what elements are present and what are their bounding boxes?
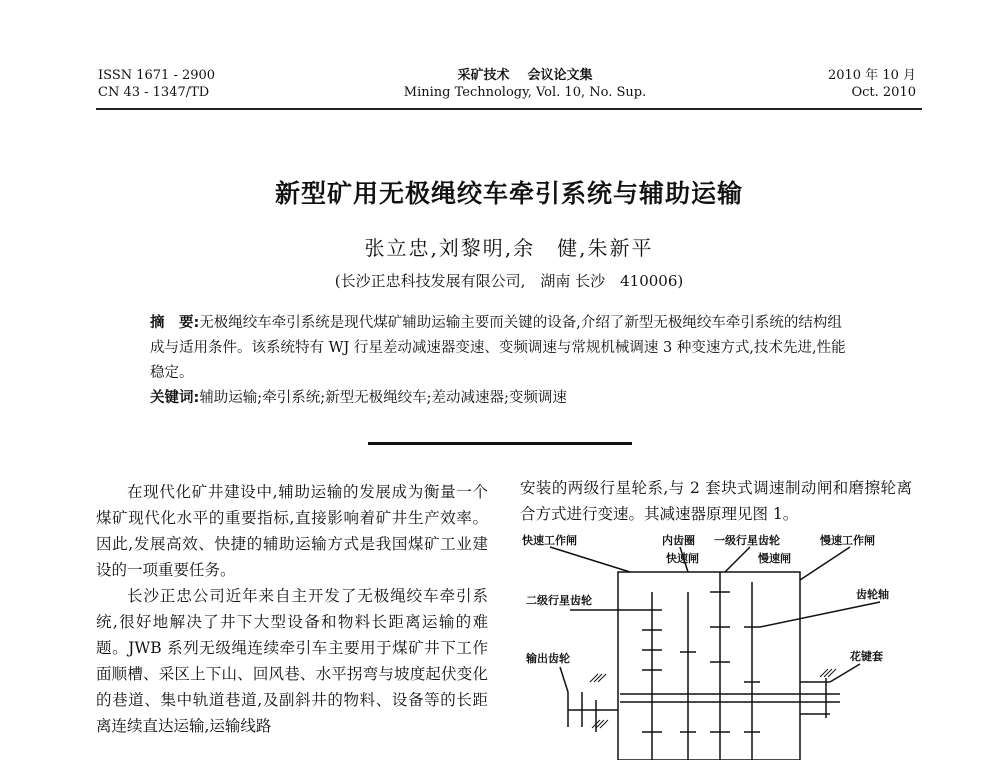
body-right-column <box>520 475 912 527</box>
section-separator <box>368 442 632 445</box>
journal-name-cn: 采矿技术 会议论文集 <box>457 68 593 83</box>
label-inner-gear: 内齿圈 <box>662 534 695 547</box>
header-rule <box>96 108 922 110</box>
journal-name <box>380 67 670 101</box>
paper-title: 新型矿用无极绳绞车牵引系统与辅助运输 <box>274 179 743 208</box>
journal-identifiers <box>98 67 215 101</box>
abstract <box>150 311 850 411</box>
abstract-text: 无极绳绞车牵引系统是现代煤矿辅助运输主要而关键的设备,介绍了新型无极绳绞车牵引系统的结构组成与适用条件。该系统特有 WJ 行星差动减速器变速、变频调速与常规机械调速 3 种变速方式,技术先进,性能稳定。 <box>150 315 846 381</box>
label-stage1-planet: 一级行星齿轮 <box>714 534 780 547</box>
label-stage2-planet: 二级行星齿轮 <box>526 594 592 607</box>
affiliation: (长沙正忠科技发展有限公司, 湖南 长沙 410006) <box>334 272 684 290</box>
journal-name-en: Mining Technology, Vol. 10, No. Sup. <box>403 85 647 100</box>
body-left-column <box>96 479 488 739</box>
issn: ISSN 1671 - 2900 <box>98 68 216 83</box>
cn-number: CN 43 - 1347/TD <box>98 85 210 100</box>
body-paragraph: 长沙正忠公司近年来自主开发了无极绳绞车牵引系统,很好地解决了井下大型设备和物料长距离运输的难题。JWB 系列无级绳连续牵引车主要用于煤矿井下工作面顺槽、采区上下山、回风巷、水平拐弯与坡度起伏变化的巷道、集中轨道巷道,及副斜井的物料、设备等的长距离连续直达运输,运输线路 <box>96 587 488 735</box>
issue-date-en: Oct. 2010 <box>851 85 916 100</box>
keywords-label: 关键词: <box>150 390 200 406</box>
body-paragraph: 在现代化矿井建设中,辅助运输的发展成为衡量一个煤矿现代化水平的重要指标,直接影响着矿井生产效率。因此,发展高效、快捷的辅助运输方式是我国煤矿工业建设的一项重要任务。 <box>96 483 488 579</box>
label-slow-brake: 慢速工作闸 <box>820 534 875 547</box>
label-slow-shut: 慢速闸 <box>758 552 791 565</box>
authors: 张立忠,刘黎明,余 健,朱新平 <box>364 236 654 260</box>
keywords-text: 辅助运输;牵引系统;新型无极绳绞车;差动减速器;变频调速 <box>199 390 567 406</box>
label-output-gear: 输出齿轮 <box>526 652 570 665</box>
abstract-paragraph <box>150 311 850 386</box>
abstract-label: 摘 要: <box>150 315 200 331</box>
label-fast-brake: 快速工作闸 <box>522 534 577 547</box>
reducer-diagram <box>520 532 920 760</box>
issue-date <box>828 67 916 101</box>
label-fast-shut: 快速闸 <box>666 552 699 565</box>
issue-date-cn: 2010 年 10 月 <box>827 68 916 83</box>
body-paragraph: 安装的两级行星轮系,与 2 套块式调速制动闸和磨擦轮离合方式进行变速。其减速器原理见图 1。 <box>520 479 912 523</box>
label-gear-shaft: 齿轮轴 <box>856 588 889 601</box>
keywords-paragraph <box>150 386 850 411</box>
label-spline-sleeve: 花键套 <box>850 650 883 663</box>
